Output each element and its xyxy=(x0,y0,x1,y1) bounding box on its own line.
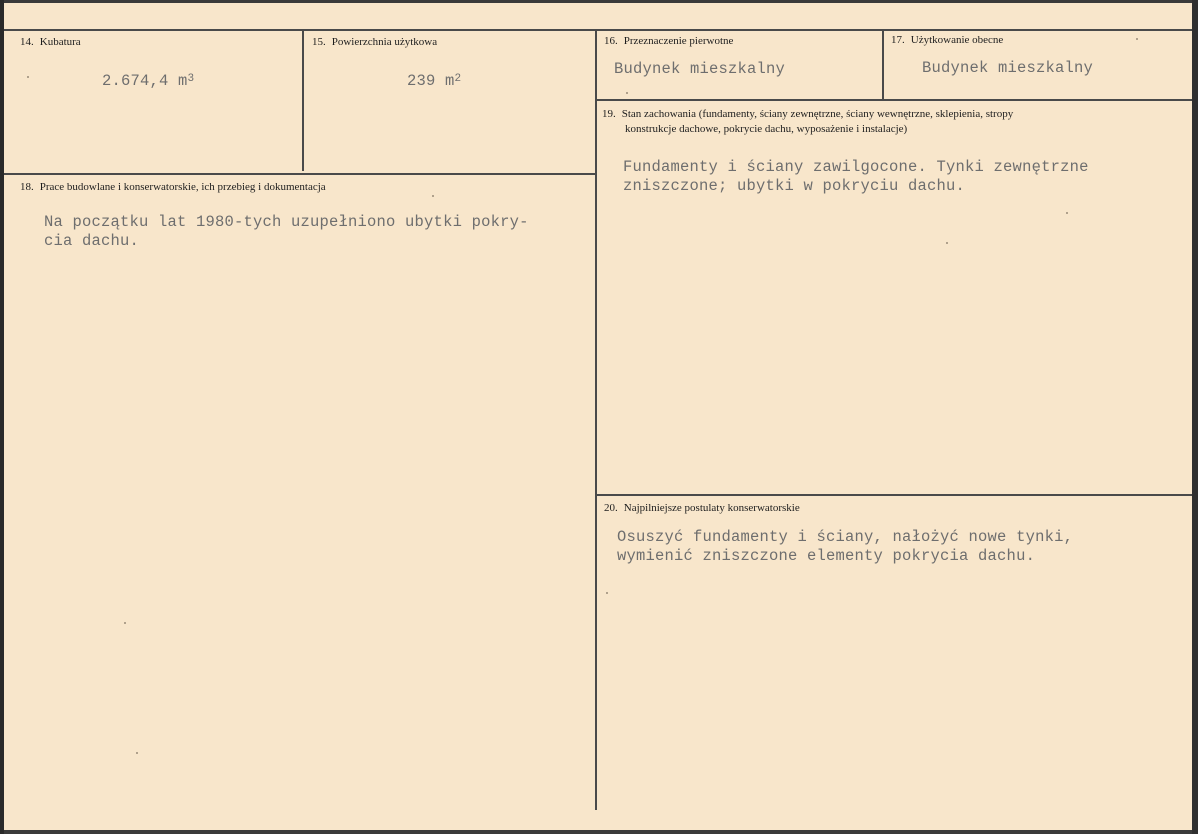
paper-speck xyxy=(124,622,126,624)
paper-speck xyxy=(606,592,608,594)
field-15-label xyxy=(312,35,437,49)
card-edge-right xyxy=(1192,0,1198,834)
rule-16-17 xyxy=(882,29,884,99)
field-16-number: 16. xyxy=(604,35,618,47)
paper-speck xyxy=(136,752,138,754)
field-14-title: Kubatura xyxy=(39,36,81,48)
field-17-label xyxy=(891,33,1003,47)
field-19-label-line-2: konstrukcje dachowe, pokrycie dachu, wyposażenie i instalacje) xyxy=(625,123,908,135)
field-20-title: Najpilniejsze postulaty konserwatorskie xyxy=(623,502,800,514)
kubatura-unit-exponent: 3 xyxy=(187,73,195,85)
rule-14-15 xyxy=(302,29,304,171)
field-15-value xyxy=(407,72,461,91)
card-edge-bottom xyxy=(0,830,1198,834)
paper-speck xyxy=(27,76,29,78)
rule-14-18 xyxy=(4,173,595,175)
rule-16-19 xyxy=(595,99,1192,101)
paper-speck xyxy=(946,242,948,244)
field-16-title: Przeznaczenie pierwotne xyxy=(623,35,734,47)
kubatura-value: 2.674,4 m xyxy=(102,72,188,90)
paper-speck xyxy=(626,92,628,94)
field-19-number: 19. xyxy=(602,108,616,120)
field-18-label xyxy=(20,180,326,194)
field-19-text-line-1: Fundamenty i ściany zawilgocone. Tynki zewnętrzne xyxy=(623,158,1089,176)
paper-speck xyxy=(1136,38,1138,40)
field-18-title: Prace budowlane i konserwatorskie, ich przebieg i dokumentacja xyxy=(39,181,326,193)
field-16-label xyxy=(604,34,733,48)
rule-center xyxy=(595,29,597,810)
powierzchnia-value: 239 m xyxy=(407,72,455,90)
field-15-title: Powierzchnia użytkowa xyxy=(331,36,438,48)
powierzchnia-unit-exponent: 2 xyxy=(454,73,462,85)
field-17-title: Użytkowanie obecne xyxy=(910,34,1004,46)
field-14-number: 14. xyxy=(20,36,34,48)
field-15-number: 15. xyxy=(312,36,326,48)
field-16-value: Budynek mieszkalny xyxy=(614,60,786,78)
field-20-label xyxy=(604,501,800,515)
field-19-text-line-2: zniszczone; ubytki w pokryciu dachu. xyxy=(623,177,966,195)
field-20-text-line-2: wymienić zniszczone elementy pokrycia dachu. xyxy=(617,547,1036,565)
field-17-number: 17. xyxy=(891,34,905,46)
field-17-value: Budynek mieszkalny xyxy=(922,59,1094,77)
field-14-label xyxy=(20,35,81,49)
field-18-number: 18. xyxy=(20,181,34,193)
field-18-text-line-2: cia dachu. xyxy=(44,232,140,250)
card-edge-top xyxy=(0,0,1198,3)
field-14-value xyxy=(102,72,194,91)
rule-top xyxy=(4,29,1192,31)
field-19-label-line-1 xyxy=(602,107,1013,121)
field-20-number: 20. xyxy=(604,502,618,514)
rule-19-20 xyxy=(595,494,1192,496)
paper-speck xyxy=(1066,212,1068,214)
card-edge-left xyxy=(0,0,4,834)
paper-speck xyxy=(432,195,434,197)
field-19-title: Stan zachowania (fundamenty, ściany zewnętrzne, ściany wewnętrzne, sklepienia, stropy xyxy=(621,108,1014,120)
field-18-text-line-1: Na początku lat 1980-tych uzupełniono ubytki pokry- xyxy=(44,213,529,231)
field-20-text-line-1: Osuszyć fundamenty i ściany, nałożyć nowe tynki, xyxy=(617,528,1074,546)
